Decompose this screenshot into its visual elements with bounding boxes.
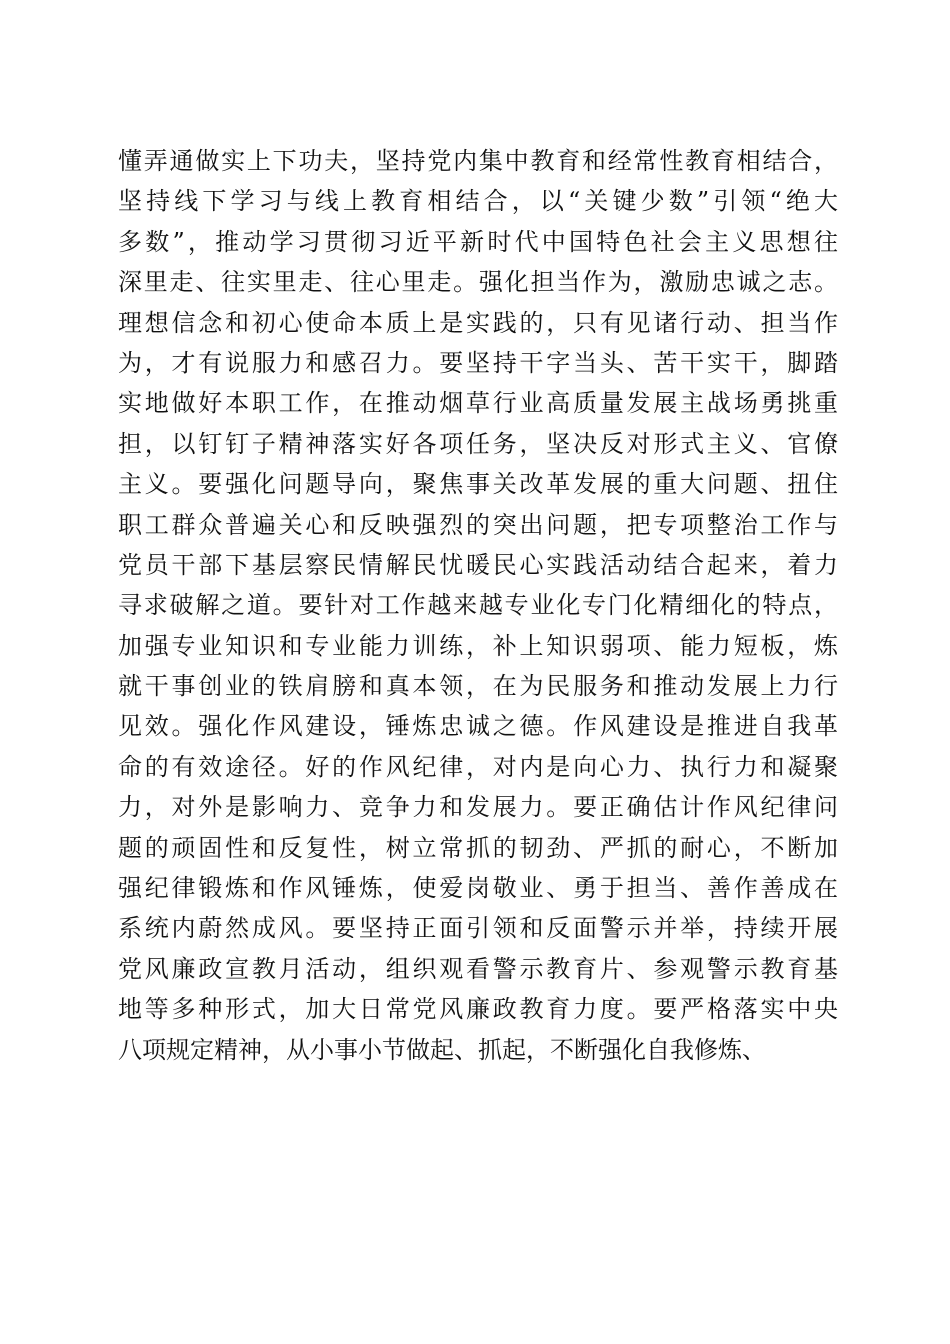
body-paragraph [118, 141, 838, 1070]
text-line: 职工群众普遍关心和反映强烈的突出问题，把专项整治工作与 [118, 510, 838, 539]
text-line: 命的有效途径。好的作风纪律，对内是向心力、执行力和凝聚 [118, 752, 838, 781]
text-line: 就干事创业的铁肩膀和真本领，在为民服务和推动发展上力行 [118, 672, 838, 701]
text-line: 见效。强化作风建设，锤炼忠诚之德。作风建设是推进自我革 [118, 712, 838, 741]
text-line: 地等多种形式，加大日常党风廉政教育力度。要严格落实中央 [118, 995, 838, 1024]
text-line: 多数”，推动学习贯彻习近平新时代中国特色社会主义思想往 [118, 227, 838, 256]
text-line: 力，对外是影响力、竞争力和发展力。要正确估计作风纪律问 [118, 793, 838, 822]
text-line: 题的顽固性和反复性，树立常抓的韧劲、严抓的耐心，不断加 [118, 833, 838, 862]
text-line: 深里走、往实里走、往心里走。强化担当作为，激励忠诚之志。 [118, 268, 838, 297]
text-line: 担，以钉钉子精神落实好各项任务，坚决反对形式主义、官僚 [118, 429, 838, 458]
text-line: 党风廉政宣教月活动，组织观看警示教育片、参观警示教育基 [118, 954, 838, 983]
text-line: 八项规定精神，从小事小节做起、抓起，不断强化自我修炼、 [118, 1035, 766, 1064]
text-line: 党员干部下基层察民情解民忧暖民心实践活动结合起来，着力 [118, 550, 838, 579]
text-line: 实地做好本职工作，在推动烟草行业高质量发展主战场勇挑重 [118, 389, 838, 418]
text-line: 寻求破解之道。要针对工作越来越专业化专门化精细化的特点， [118, 591, 838, 620]
text-line: 系统内蔚然成风。要坚持正面引领和反面警示并举，持续开展 [118, 914, 838, 943]
text-line: 懂弄通做实上下功夫，坚持党内集中教育和经常性教育相结合， [118, 147, 838, 175]
text-line: 为，才有说服力和感召力。要坚持干字当头、苦干实干，脚踏 [118, 348, 838, 377]
text-line: 理想信念和初心使命本质上是实践的，只有见诸行动、担当作 [118, 308, 838, 337]
text-line: 加强专业知识和专业能力训练，补上知识弱项、能力短板，炼 [118, 631, 838, 660]
text-line: 主义。要强化问题导向，聚焦事关改革发展的重大问题、扭住 [118, 470, 838, 499]
text-line: 坚持线下学习与线上教育相结合，以“关键少数”引领“绝大 [118, 187, 838, 216]
text-line: 强纪律锻炼和作风锤炼，使爱岗敬业、勇于担当、善作善成在 [118, 874, 838, 903]
